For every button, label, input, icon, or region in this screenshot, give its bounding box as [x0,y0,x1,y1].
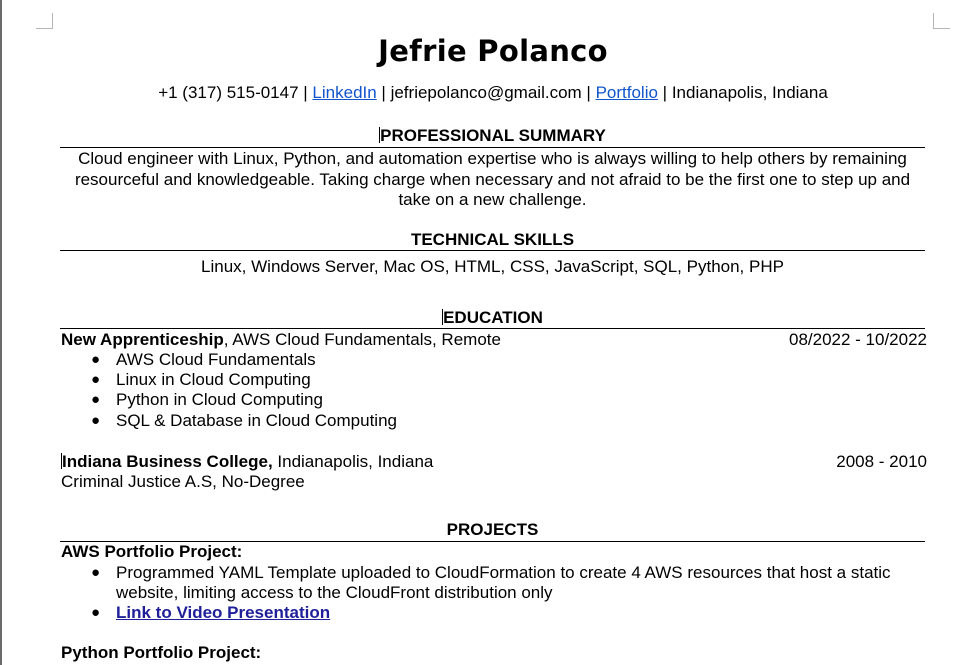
school-detail: , AWS Cloud Fundamentals, Remote [223,330,501,349]
section-title-education [60,308,925,328]
project-title: Python Portfolio Project: [61,643,262,662]
list-item-text: AWS Cloud Fundamentals [116,350,316,369]
list-item [61,390,927,410]
bullet-icon: ● [91,371,101,389]
contact-line [0,83,980,103]
education-dates: 08/2022 - 10/2022 [788,330,927,349]
separator: | [298,83,313,102]
video-presentation-link[interactable]: Link to Video Presentation [116,603,331,623]
list-item [61,370,927,390]
school-name: New Apprenticeship [61,330,224,349]
list-item-text: SQL & Database in Cloud Computing [116,410,397,430]
bullet-icon: ● [91,564,101,581]
bullet-icon: ● [91,604,101,622]
section-title-text: PROFESSIONAL SUMMARY [380,126,606,145]
section-title-text: EDUCATION [443,308,543,327]
phone: +1 (317) 515-0147 [158,83,299,102]
portfolio-link[interactable]: Portfolio [595,83,658,102]
section-title-summary [60,126,925,146]
separator: | [657,83,672,102]
resume-name: Jefrie Polanco [378,34,608,68]
crop-mark-top-right [933,13,950,29]
list-item [61,563,927,603]
list-item-text: Linux in Cloud Computing [116,370,311,390]
degree-text: Criminal Justice A.S, No-Degree [61,472,305,491]
list-item [61,411,927,431]
list-item-text: Programmed YAML Template uploaded to CloudFormation to create 4 AWS resources that host a static website, limiting access to the CloudFront distribution only [116,563,891,603]
school-name: Indiana Business College, [62,452,273,471]
section-rule [60,328,925,329]
email: jefriepolanco@gmail.com [390,83,582,102]
list-item [61,350,927,370]
bullet-icon: ● [91,411,101,429]
section-title-skills: TECHNICAL SKILLS [410,230,575,249]
linkedin-link[interactable]: LinkedIn [312,83,377,102]
crop-mark-top-left [36,13,53,29]
skills-text: Linux, Windows Server, Mac OS, HTML, CSS, JavaScript, SQL, Python, PHP [201,257,784,276]
education-dates: 2008 - 2010 [836,452,927,471]
bullet-icon: ● [91,351,101,368]
separator: | [376,83,391,102]
section-title-projects: PROJECTS [446,520,539,539]
location: Indianapolis, Indiana [671,83,828,102]
section-rule [60,250,925,251]
bullet-icon: ● [91,391,101,409]
education-bullet-list [61,350,927,431]
education-entry [61,330,927,350]
list-item [61,603,927,623]
project-title: AWS Portfolio Project: [61,542,243,561]
education-entry [61,452,927,472]
project-bullet-list [61,563,927,624]
summary-text: Cloud engineer with Linux, Python, and automation expertise who is always willing to help others by remaining resourceful and knowledgeable. Taking charge when necessary and not afraid to be the first one to step up and take on a new challenge. [74,149,911,209]
separator: | [581,83,596,102]
section-rule [60,147,925,148]
list-item-text: Python in Cloud Computing [116,390,323,410]
school-detail: Indianapolis, Indiana [272,452,434,471]
